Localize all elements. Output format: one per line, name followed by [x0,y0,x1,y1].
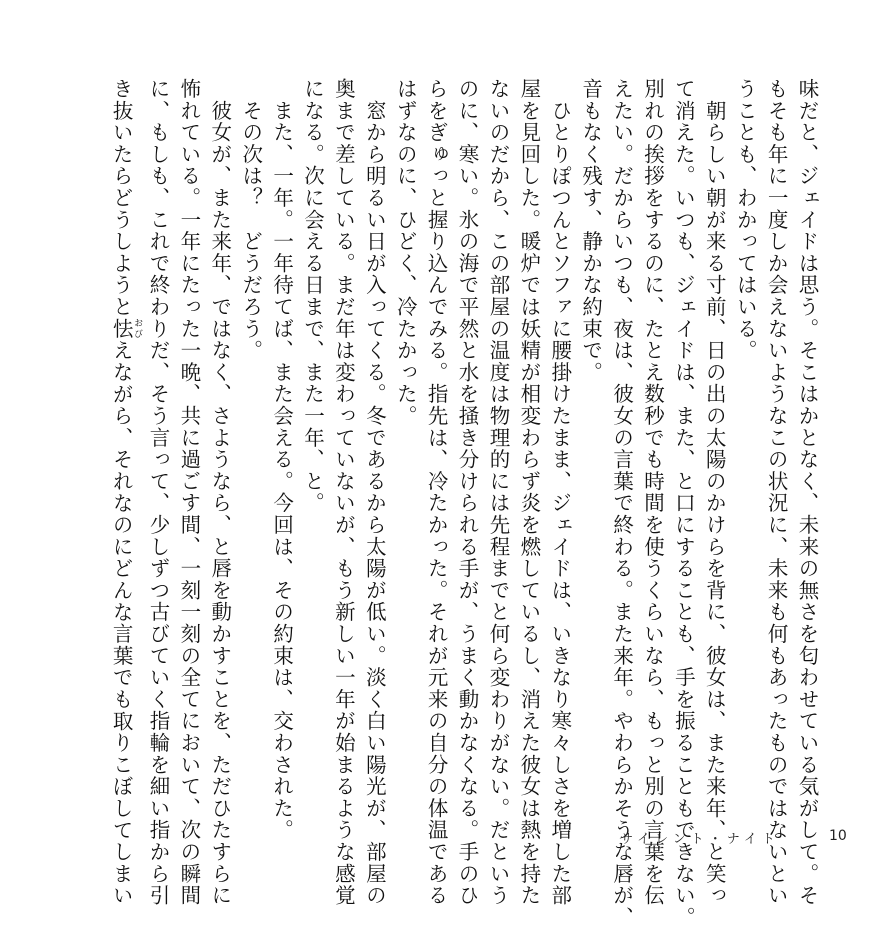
text-line: て消えた。いつも、ジェイドは、また、と口にすることも、手を振ることもできない。 [671,78,696,928]
text-line: 音もなく残す、静かな約束で。 [578,78,603,384]
text-line: えたい。だからいつも、夜は、彼女の言葉で終わる。また来年。やわらかそうな唇が、 [609,78,634,928]
text-line: ないのだから、この部屋の温度は物理的には先程までと何ら変わりがない。だという [485,78,510,907]
text-line: き抜いたらどうしようと怯 おびえながら、それなのにどんな言葉でも取りこぼしてしまい [109,78,143,907]
text-line: はずなのに、ひどく、冷たかった。 [393,78,418,427]
text-line: うことも、わかってはいる。 [733,78,758,362]
text-line: また、一年。一年待てば、また会える。今回は、その約束は、交わされた。 [269,78,294,841]
text-line: 奥まで差している。まだ年は変わっていないが、もう新しい一年が始まるような感覚 [331,78,356,907]
text-line: に、もしも、これで終わりだ、そう言って、少しずつ古びていく指輪を細い指から引 [145,78,170,907]
text-line: ひとりぽつんとソファに腰掛けたまま、ジェイドは、いきなり寒々しさを増した部 [547,78,572,907]
text-line: になる。次に会える日まで、また一年、と。 [300,78,325,514]
text-line: 怖れている。一年にたった一晩、共に過ごす間、一刻一刻の全てにおいて、次の瞬間 [176,78,201,907]
text-line: 別れの挨拶をするのに、たとえ数秒でも時間を使うくらいなら、もっと別の言葉を伝 [640,78,665,907]
text-line: 屋を見回した。暖炉では妖精が相変わらず炎を燃しているし、消えた彼女は熱を持た [516,78,541,907]
text-line: 味だと、ジェイドは思う。そこはかとなく、未来の無さを匂わせている気がして。そ [795,78,819,907]
running-title: サイレント・ナイト [620,832,780,847]
page-number: 10 [829,828,847,844]
text-line: らをぎゅっと握り込んでみる。指先は、冷たかった。それが元来の自分の体温である [424,78,449,907]
text-line: もそも年に一度しか会えないようなこの状況に、未来も何もあったものではないとい [764,78,789,907]
text-line: その次は？ どうだろう。 [238,78,263,362]
text-line: 窓から明るい日が入ってくる。冬であるから太陽が低い。淡く白い陽光が、部屋の [362,78,387,907]
text-line: 彼女が、また来年、ではなく、さようなら、と唇を動かすことを、ただひたすらに [207,78,232,907]
ruby-annotation: 怯 おび [109,317,143,340]
text-line: のに、寒い。氷の海で平然と水を掻き分けられる手が、うまく動かなくなる。手のひ [455,78,480,907]
text-line: 朝らしい朝が来る寸前、日の出の太陽のかけらを背に、彼女は、また来年、と笑っ [702,78,727,907]
